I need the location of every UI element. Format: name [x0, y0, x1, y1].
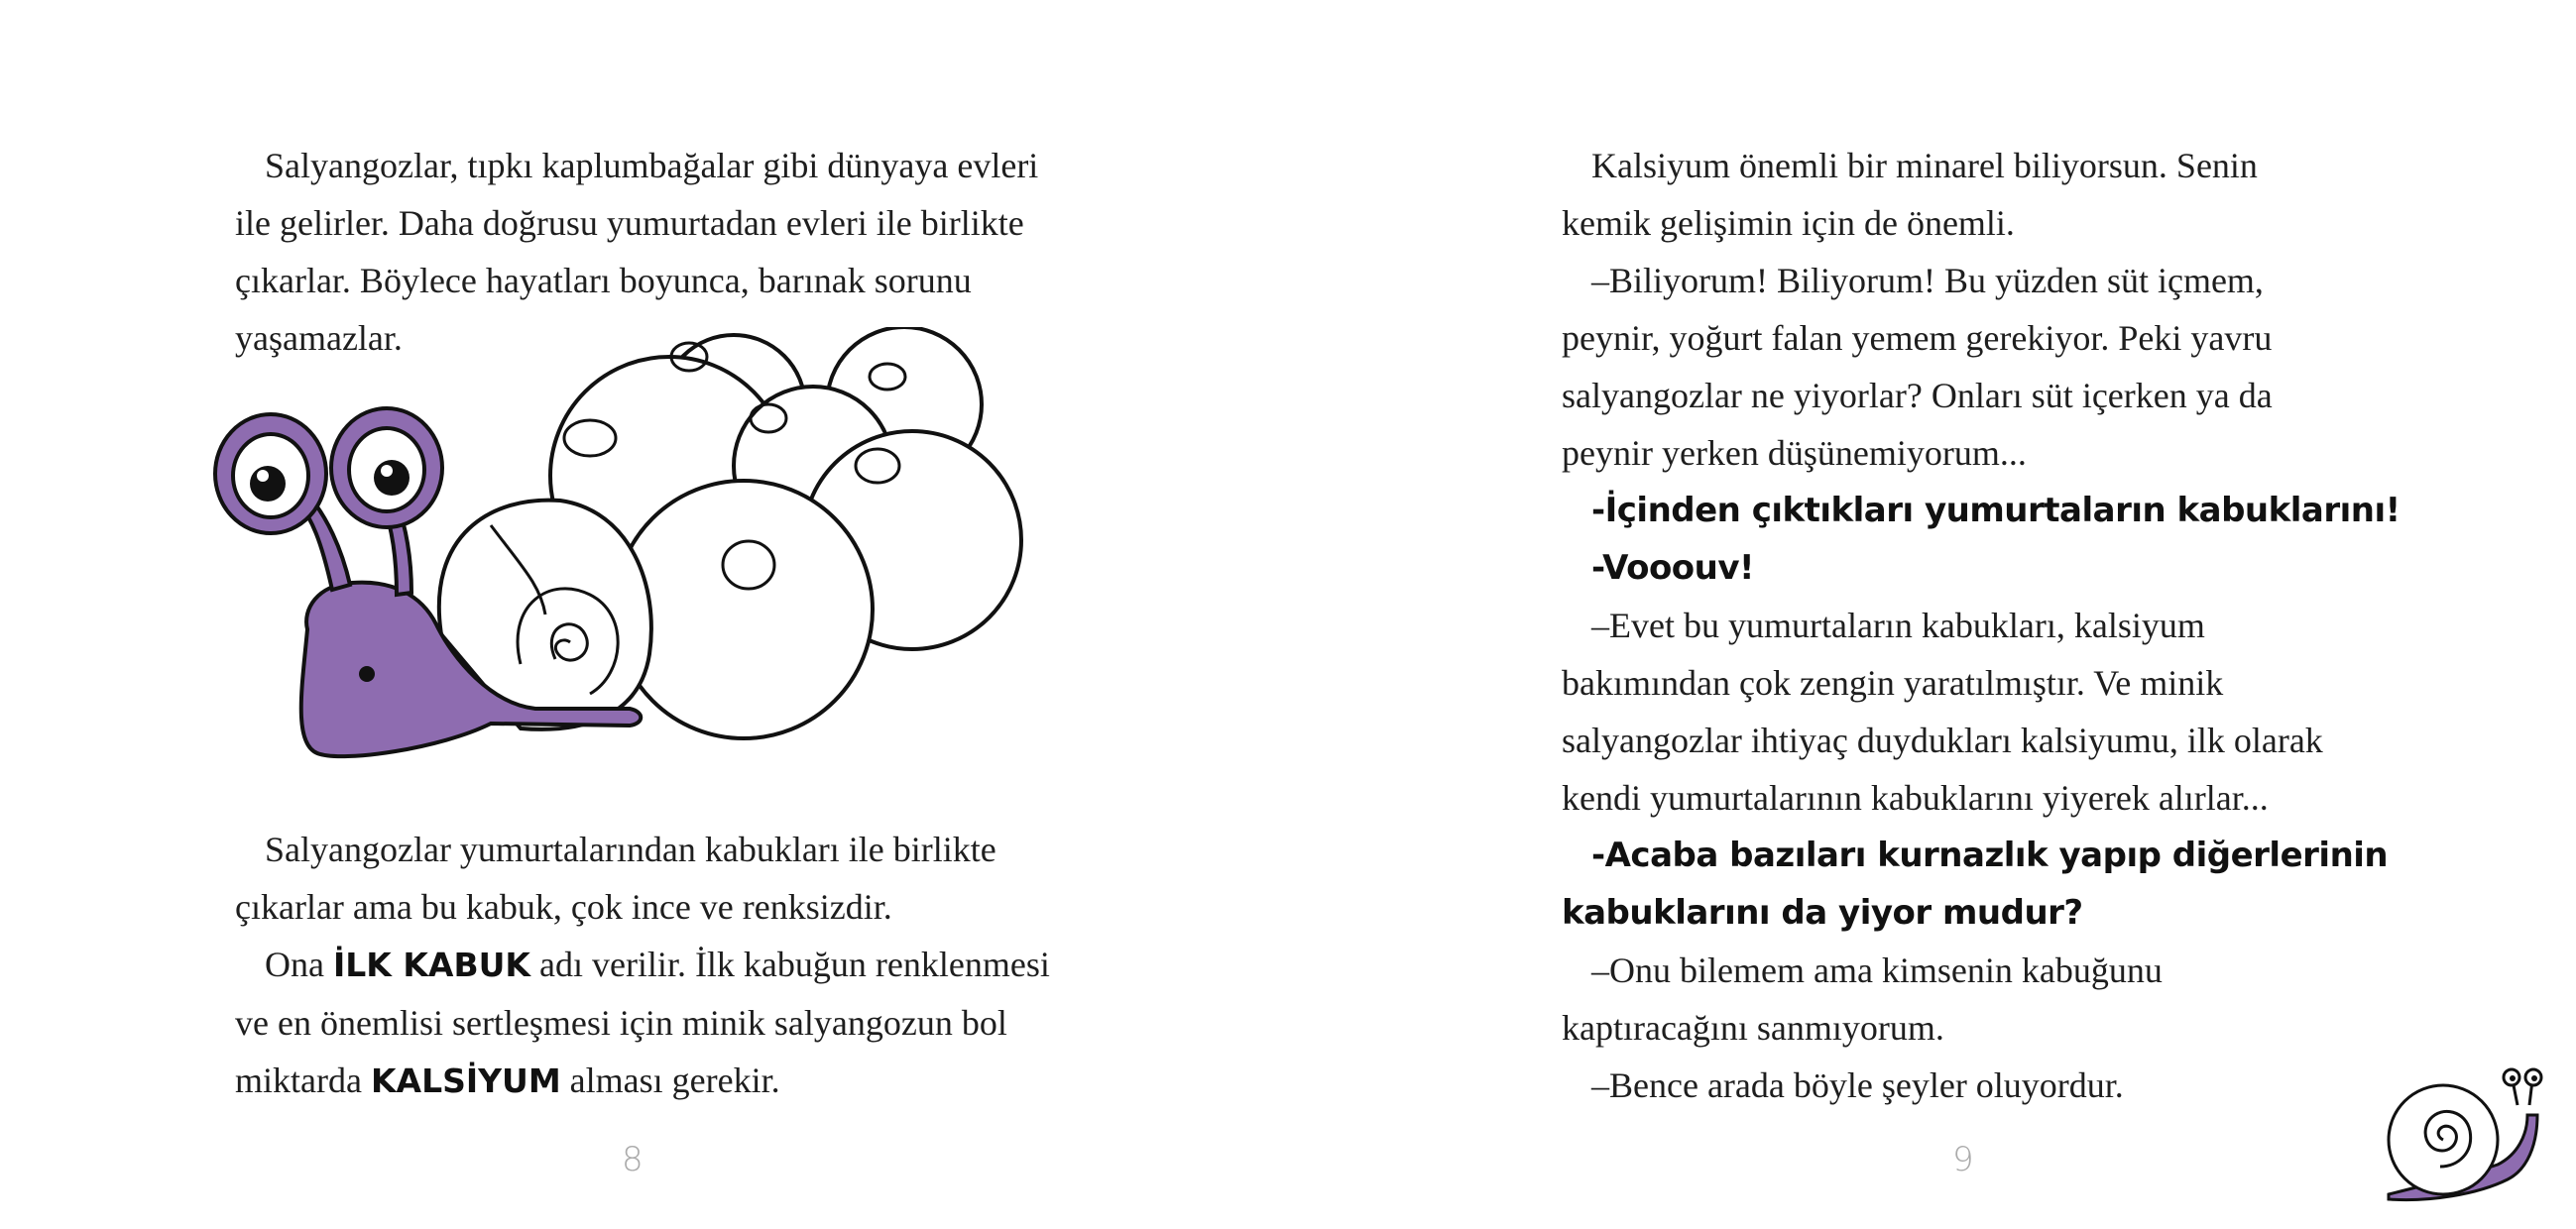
dialogue-bold: -Acaba bazıları kurnazlık yapıp diğerlerinin: [1591, 836, 2389, 875]
left-paragraph-2: [235, 821, 1050, 1110]
text-line: kemik gelişimin için de önemli.: [1562, 203, 2015, 243]
text-line: Salyangozlar, tıpkı kaplumbağalar gibi dünyaya evleri: [265, 146, 1039, 185]
text-line: –Onu bilemem ama kimsenin kabuğunu: [1591, 950, 2163, 990]
highlight-kalsiyum: KALSİYUM: [370, 1061, 561, 1100]
text-line: –Evet bu yumurtaların kabukları, kalsiyum: [1591, 606, 2205, 645]
text-line: çıkarlar. Böylece hayatları boyunca, barınak sorunu: [235, 261, 972, 300]
right-text-block: [1562, 137, 2400, 1114]
text-line: salyangozlar ihtiyaç duydukları kalsiyumu, ilk olarak: [1562, 721, 2323, 760]
text-line: peynir yerken düşünemiyorum...: [1562, 433, 2027, 473]
page-number: 8: [622, 1140, 644, 1179]
small-snail-icon: [2369, 1056, 2557, 1204]
snail-with-eggs-illustration: [193, 327, 1046, 783]
text-line: ile gelirler. Daha doğrusu yumurtadan evleri ile birlikte: [235, 203, 1024, 243]
text-line: ve en önemlisi sertleşmesi için minik salyangozun bol: [235, 1003, 1007, 1043]
dialogue-bold: -İçinden çıktıkları yumurtaların kabuklarını!: [1591, 491, 2400, 530]
text-line: bakımından çok zengin yaratılmıştır. Ve minik: [1562, 663, 2224, 703]
text-line: kendi yumurtalarının kabuklarını yiyerek alırlar...: [1562, 778, 2269, 818]
text-line: –Biliyorum! Biliyorum! Bu yüzden süt içmem,: [1591, 261, 2264, 300]
text-line: çıkarlar ama bu kabuk, çok ince ve renksizdir.: [235, 887, 892, 927]
page-number: 9: [1952, 1140, 1974, 1179]
text-line: kaptıracağını sanmıyorum.: [1562, 1008, 1944, 1048]
text-line: salyangozlar ne yiyorlar? Onları süt içerken ya da: [1562, 376, 2273, 415]
dialogue-bold: kabuklarını da yiyor mudur?: [1562, 893, 2083, 933]
right-page: [1288, 0, 2576, 1229]
text-line: peynir, yoğurt falan yemem gerekiyor. Peki yavru: [1562, 318, 2273, 358]
text-line: Ona İLK KABUK adı verilir. İlk kabuğun renklenmesi: [265, 945, 1050, 984]
text-line: Kalsiyum önemli bir minarel biliyorsun. Senin: [1591, 146, 2258, 185]
highlight-ilk-kabuk: İLK KABUK: [332, 946, 530, 984]
text-line: yaşamazlar.: [235, 318, 403, 358]
text-line: miktarda KALSİYUM alması gerekir.: [235, 1061, 780, 1100]
egg-icon: [615, 481, 873, 738]
dialogue-bold: -Vooouv!: [1591, 548, 1755, 588]
text-line: –Bence arada böyle şeyler oluyordur.: [1591, 1065, 2124, 1105]
text-line: Salyangozlar yumurtalarından kabukları ile birlikte: [265, 830, 996, 869]
